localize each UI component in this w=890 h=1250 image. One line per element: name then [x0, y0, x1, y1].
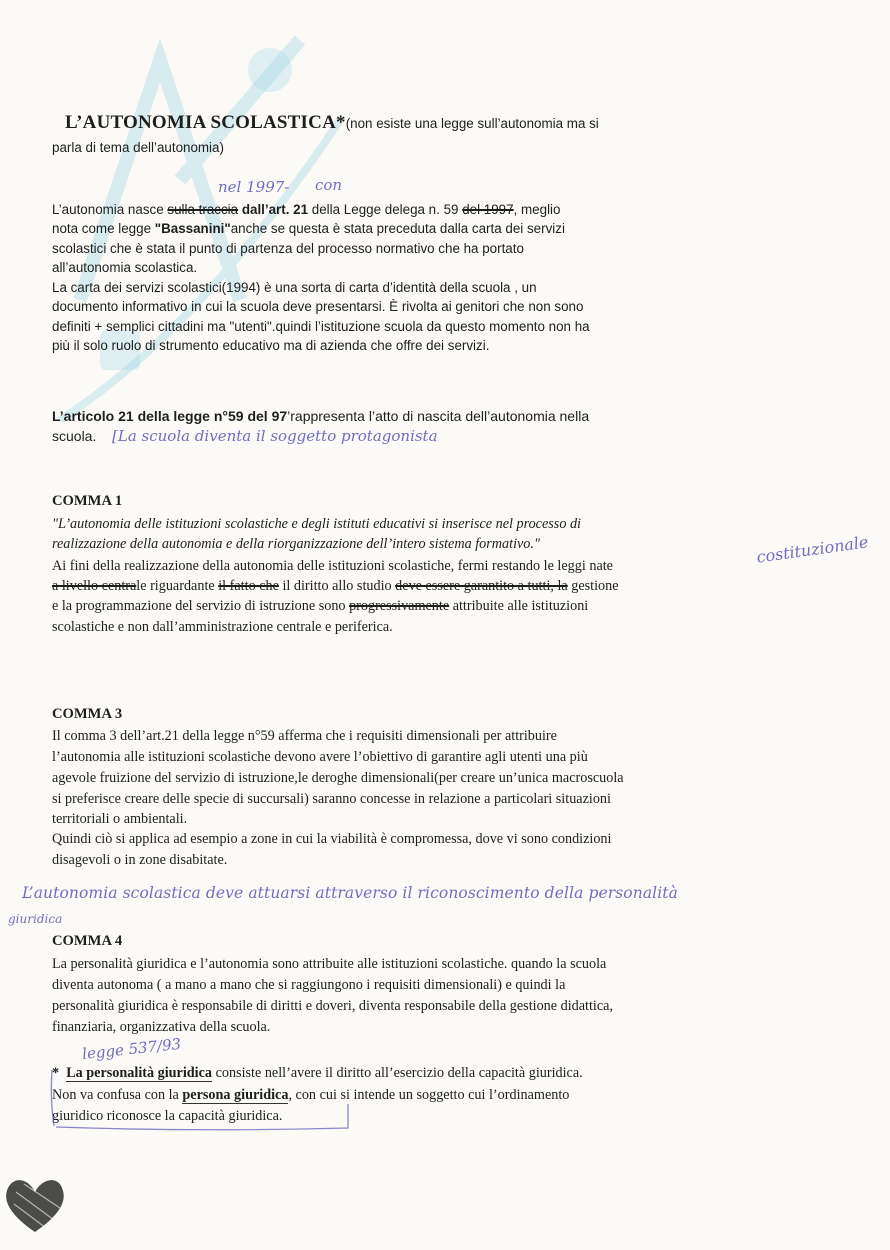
footnote-line-3: giuridico riconosce la capacità giuridica.: [52, 1108, 283, 1124]
intro-line-7: definiti + semplici cittadini ma "utenti".quindi l’istituzione scuola da questo momento non ha: [52, 319, 590, 334]
intro-bassanini: "Bassanini": [154, 221, 231, 236]
comma-1-line-2-a: le riguardante: [136, 578, 219, 594]
intro-line-1-d: , meglio: [513, 202, 561, 217]
comma-1-line-3: [52, 596, 588, 616]
comma-1-line-2-c: gestione: [567, 578, 619, 594]
footnote-line-2-b: , con cui si intende un soggetto cui l’ordinamento: [288, 1087, 570, 1103]
intro-line-1-b: dall’art. 21: [238, 202, 309, 217]
footnote-line-2-a: Non va confusa con la: [52, 1087, 183, 1103]
comma-3-line-7: disagevoli o in zone disabitate.: [52, 852, 228, 868]
doodle-heart-icon: [0, 1170, 70, 1240]
article-line-1-rest: ’rappresenta l’atto di nascita dell’autonomia nella: [287, 408, 590, 424]
footnote-bold-term-2: persona giuridica: [182, 1087, 289, 1103]
intro-line-2-b: anche se questa è stata preceduta dalla carta dei servizi: [230, 221, 565, 236]
handwritten-note-giuridica: giuridica: [8, 912, 63, 926]
comma-1-strike-1: a livello centra: [52, 578, 137, 594]
intro-line-2: [52, 219, 565, 239]
comma-1-strike-2: il fatto che: [218, 578, 279, 594]
footnote-line-1-rest: consiste nell’avere il diritto all’esercizio della capacità giuridica.: [212, 1065, 583, 1081]
article-line-1: [52, 407, 589, 427]
intro-line-4: all’autonomia scolastica.: [52, 260, 198, 275]
comma-3-line-5: territoriali o ambientali.: [52, 811, 188, 827]
comma-1-line-1: Ai fini della realizzazione della autonomia delle istituzioni scolastiche, fermi restando le leggi nate: [52, 558, 613, 574]
intro-line-1-c: della Legge delega n. 59: [308, 202, 463, 217]
comma-3-line-2: l’autonomia alle istituzioni scolastiche devono avere l’obiettivo di garantire agli utenti una più: [52, 749, 588, 765]
comma-1-strike-3: deve essere garantito a tutti, la: [395, 578, 568, 594]
comma-1-quote-2: realizzazione della autonomia e della riorganizzazione dell’intero sistema formativo.": [52, 536, 540, 552]
handwritten-box-outline: [48, 1064, 368, 1132]
comma-3-line-4: si preferisce creare delle specie di succursali) saranno concesse in relazione a particolari situazioni: [52, 791, 611, 807]
comma-4-line-3: personalità giuridica è responsabile di diritti e doveri, diventa responsabile della gestione didattica,: [52, 998, 614, 1014]
comma-1-line-2-b: il diritto allo studio: [278, 578, 396, 594]
intro-line-8: più il solo ruolo di strumento educativo ma di azienda che offre dei servizi.: [52, 338, 490, 353]
footnote-star: *: [52, 1065, 60, 1081]
handwritten-note-year: nel 1997-: [218, 178, 290, 196]
intro-line-3: scolastici che è stata il punto di partenza del processo normativo che ha portato: [52, 241, 524, 256]
comma-3-heading: COMMA 3: [52, 706, 123, 722]
intro-strike-1: sulla traccia: [167, 202, 239, 217]
intro-line-1: [52, 200, 560, 220]
comma-1-line-4: scolastiche e non dall’amministrazione centrale e periferica.: [52, 619, 393, 635]
comma-1-strike-4: progressivamente: [349, 598, 450, 614]
comma-1-heading: COMMA 1: [52, 493, 123, 509]
handwritten-margin-costituzionale: costituzionale: [755, 532, 870, 567]
title-main: L’AUTONOMIA SCOLASTICA*: [65, 112, 346, 133]
intro-line-1-a: L’autonomia nasce: [52, 202, 168, 217]
comma-1-line-3-a: e la programmazione del servizio di istruzione sono: [52, 598, 350, 614]
comma-1-line-2: [52, 576, 619, 596]
intro-strike-2: del 1997: [462, 202, 514, 217]
intro-line-6: documento informativo in cui la scuola deve presentarsi. È rivolta ai genitori che non sono: [52, 299, 584, 314]
document-title: [65, 112, 599, 134]
intro-line-2-a: nota come legge: [52, 221, 155, 236]
handwritten-note-con: con: [315, 176, 343, 194]
article-line-2: scuola.: [52, 428, 97, 444]
intro-line-5: La carta dei servizi scolastici(1994) è una sorta di carta d’identità della scuola , un: [52, 280, 537, 295]
comma-4-heading: COMMA 4: [52, 933, 123, 949]
comma-3-line-1: Il comma 3 dell’art.21 della legge n°59 afferma che i requisiti dimensionali per attribuire: [52, 728, 557, 744]
comma-4-line-4: finanziaria, organizzativa della scuola.: [52, 1019, 271, 1035]
comma-3-line-3: agevole fruizione del servizio di istruzione,le deroghe dimensionali(per creare un’unica macroscuola: [52, 770, 624, 786]
comma-1-line-3-b: attribuite alle istituzioni: [449, 598, 589, 614]
handwritten-note-protagonista: [La scuola diventa il soggetto protagonista: [112, 427, 438, 445]
comma-4-line-1: La personalità giuridica e l’autonomia sono attribuite alle istituzioni scolastiche. quando la scuola: [52, 956, 607, 972]
comma-3-line-6: Quindi ciò si applica ad esempio a zone in cui la viabilità è compromessa, dove vi sono condizioni: [52, 831, 612, 847]
title-note-line-2: parla di tema dell’autonomia): [52, 140, 224, 155]
footnote-bold-term: La personalità giuridica: [66, 1065, 213, 1081]
comma-1-quote-1: "L’autonomia delle istituzioni scolastiche e degli istituti educativi si inserisce nel processo di: [52, 516, 581, 532]
title-note-line-1: (non esiste una legge sull’autonomia ma si: [345, 116, 599, 131]
handwritten-note-legge: legge 537/93: [81, 1034, 182, 1064]
article-bold: L’articolo 21 della legge n°59 del 97: [52, 408, 288, 424]
comma-4-line-2: diventa autonoma ( a mano a mano che si raggiungono i requisiti dimensionali) e quindi la: [52, 977, 566, 993]
handwritten-note-personalita: L’autonomia scolastica deve attuarsi attraverso il riconoscimento della personalità: [22, 884, 678, 902]
